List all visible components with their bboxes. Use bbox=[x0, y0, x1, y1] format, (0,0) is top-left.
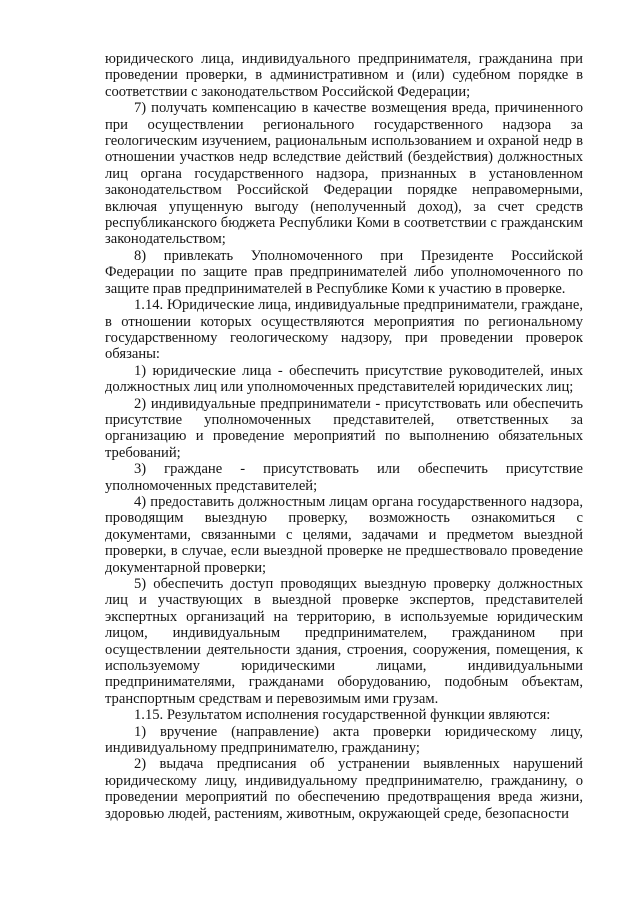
paragraph-result-2: 2) выдача предписания об устранении выявленных нарушений юридическому лицу, индивидуальному предпринимателю, гражданину, о проведении мероприятий по обеспечению предотвращения вреда жизни, здоровью людей, растениям, животным, окружающей среде, безопасности bbox=[105, 756, 583, 822]
paragraph-obligation-4: 4) предоставить должностным лицам органа государственного надзора, проводящим выездную проверку, возможность ознакомиться с документами, связанными с целями, задачами и предметом выездной проверки, в случае, если выездной проверке не предшествовало проведение документарной проверки; bbox=[105, 493, 583, 576]
paragraph-1-14-obligations: 1.14. Юридические лица, индивидуальные предприниматели, граждане, в отношении которых осуществляются мероприятия по региональному государственному геологическому надзору, при проведении проверок обязаны: bbox=[105, 297, 583, 363]
paragraph-result-1: 1) вручение (направление) акта проверки юридическому лицу, индивидуальному предпринимателю, гражданину; bbox=[105, 723, 583, 757]
paragraph-obligation-3: 3) граждане - присутствовать или обеспечить присутствие уполномоченных представителей; bbox=[105, 461, 583, 494]
paragraph-1-15-results: 1.15. Результатом исполнения государственной функции являются: bbox=[134, 707, 551, 724]
paragraph-obligation-5: 5) обеспечить доступ проводящих выездную проверку должностных лиц и участвующих в выездной проверке экспертов, представителей экспертных организаций на территорию, в используемые юридическим лицом, индивидуальным предпринимателем, гражданином при осуществлении деятельности здания, строения, сооружения, помещения, к используемому юридическими лицами, индивидуальными предпринимателями, гражданами оборудованию, подобным объектам, транспортным средствам и перевозимым ими грузам. bbox=[105, 576, 583, 707]
paragraph-continuation: юридического лица, индивидуального предпринимателя, гражданина при проведении проверки, в административном и (или) судебном порядке в соответствии с законодательством Российской Федерации; bbox=[105, 51, 583, 100]
paragraph-obligation-2: 2) индивидуальные предприниматели - присутствовать или обеспечить присутствие уполномоченных представителей, ответственных за организацию и проведение мероприятий по выполнению обязательных требований; bbox=[105, 395, 583, 461]
paragraph-right-7-compensation: 7) получать компенсацию в качестве возмещения вреда, причиненного при осуществлении регионального государственного надзора за геологическим изучением, рациональным использованием и охраной недр в отношении участков недр вследствие действий (бездействия) должностных лиц органа государственного надзора, признанных в установленном законодательством Российской Федерации порядке неправомерными, включая упущенную выгоду (неполученный доход), за счет средств республиканского бюджета Республики Коми в соответствии с гражданским законодательством; bbox=[105, 100, 583, 248]
paragraph-right-8-ombudsman: 8) привлекать Уполномоченного при Президенте Российской Федерации по защите прав предпринимателей либо уполномоченного по защите прав предпринимателей в Республике Коми к участию в проверке. bbox=[105, 247, 583, 297]
paragraph-obligation-1: 1) юридические лица - обеспечить присутствие руководителей, иных должностных лиц или уполномоченных представителей юридических лиц; bbox=[105, 362, 583, 396]
document-body bbox=[105, 51, 583, 822]
